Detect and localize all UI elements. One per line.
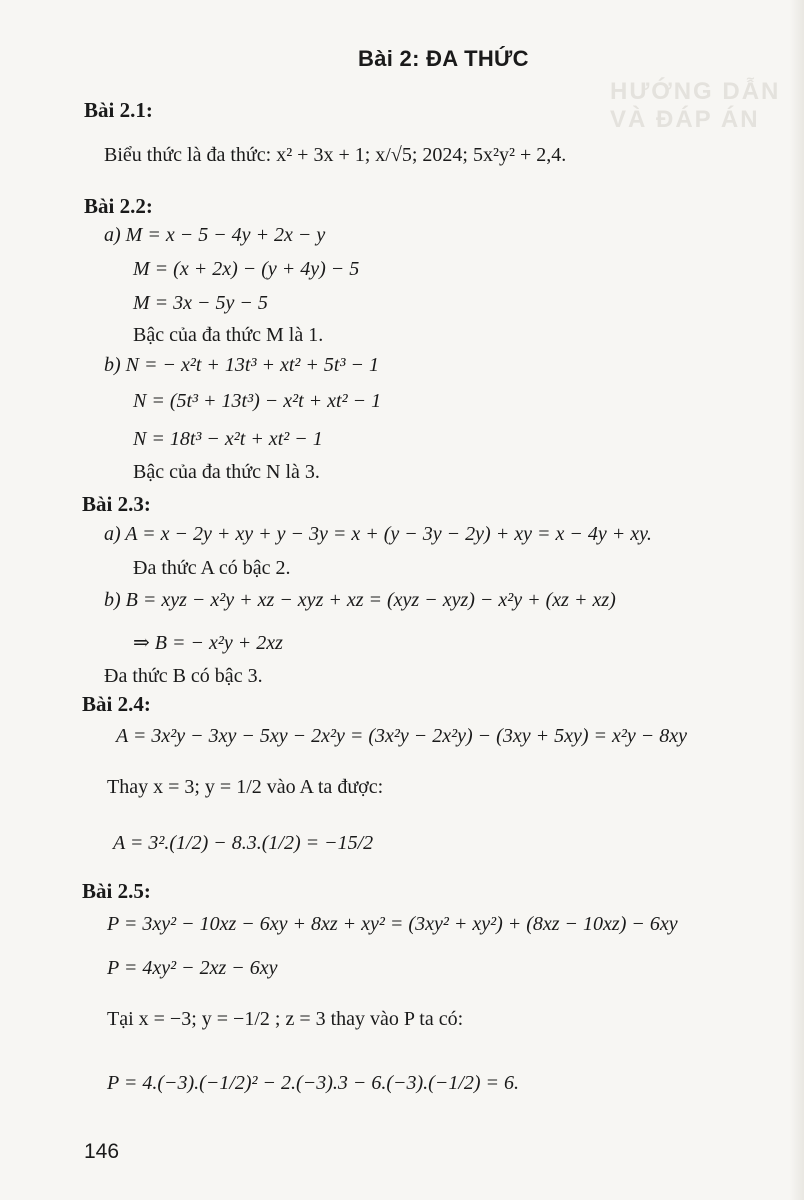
math-line: N = 18t³ − x²t + xt² − 1 — [133, 428, 323, 450]
text-line: Đa thức B có bậc 3. — [104, 665, 263, 687]
text-line: Bậc của đa thức N là 3. — [133, 461, 320, 483]
math-line: P = 3xy² − 10xz − 6xy + 8xz + xy² = (3xy² + xy²) + (8xz − 10xz) − 6xy — [107, 913, 678, 935]
section-heading: Bài 2.2: — [84, 194, 153, 218]
text-line: Đa thức A có bậc 2. — [133, 557, 291, 579]
section-heading: Bài 2.3: — [82, 492, 151, 516]
section-heading: Bài 2.1: — [84, 98, 153, 122]
page-edge-shadow — [790, 0, 804, 1200]
math-line: a) M = x − 5 − 4y + 2x − y — [104, 224, 326, 246]
math-line: ⇒ B = − x²y + 2xz — [133, 632, 283, 654]
bleed-through-text: HƯỚNG DẪN VÀ ĐÁP ÁN — [610, 78, 781, 133]
math-line: N = (5t³ + 13t³) − x²t + xt² − 1 — [133, 390, 382, 412]
math-line: a) A = x − 2y + xy + y − 3y = x + (y − 3y − 2y) + xy = x − 4y + xy. — [104, 523, 652, 545]
math-line: P = 4xy² − 2xz − 6xy — [107, 957, 278, 979]
math-line: M = (x + 2x) − (y + 4y) − 5 — [133, 258, 360, 280]
math-line: M = 3x − 5y − 5 — [133, 292, 268, 314]
text-line: Thay x = 3; y = 1/2 vào A ta được: — [107, 776, 384, 798]
math-line: A = 3x²y − 3xy − 5xy − 2x²y = (3x²y − 2x²y) − (3xy + 5xy) = x²y − 8xy — [116, 725, 687, 747]
section-heading: Bài 2.5: — [82, 879, 151, 903]
math-line: P = 4.(−3).(−1/2)² − 2.(−3).3 − 6.(−3).(−1/2) = 6. — [107, 1072, 520, 1094]
math-line: b) N = − x²t + 13t³ + xt² + 5t³ − 1 — [104, 354, 379, 376]
page-title: Bài 2: ĐA THỨC — [358, 46, 529, 71]
text-line: Tại x = −3; y = −1/2 ; z = 3 thay vào P ta có: — [107, 1008, 464, 1030]
text-line: Bậc của đa thức M là 1. — [133, 324, 324, 346]
math-line: b) B = xyz − x²y + xz − xyz + xz = (xyz − xyz) − x²y + (xz + xz) — [104, 589, 616, 611]
math-line: A = 3².(1/2) − 8.3.(1/2) = −15/2 — [113, 832, 374, 854]
page-number: 146 — [84, 1140, 120, 1163]
section-heading: Bài 2.4: — [82, 692, 151, 716]
math-line: Biểu thức là đa thức: x² + 3x + 1; x/√5; 2024; 5x²y² + 2,4. — [104, 144, 567, 166]
